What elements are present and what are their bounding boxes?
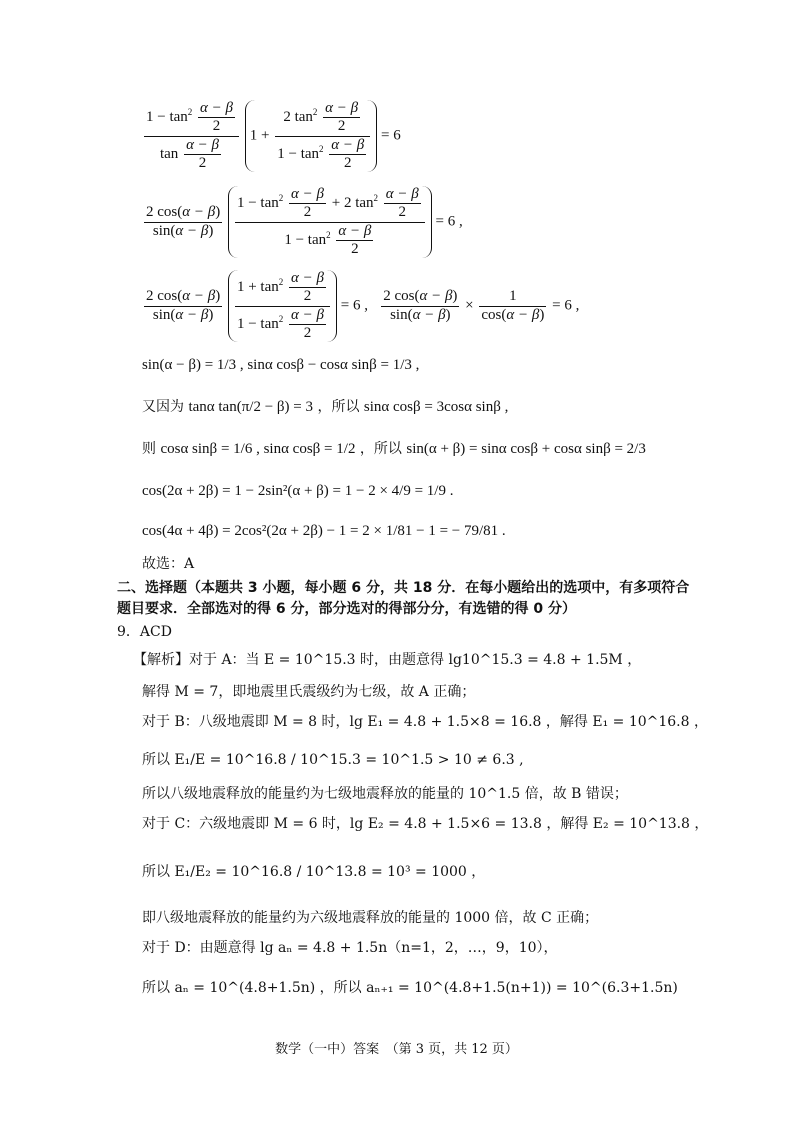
equation-line-6-math: cosα sinβ = 1/6 , sinα cosβ = 1/2 bbox=[160, 441, 356, 457]
equation-line-4: sin(α − β) = 1/3 , sinα cosβ − cosα sinβ = 1/3 , bbox=[142, 357, 420, 373]
equation-line-5-math2: sinα cosβ = 3cosα sinβ , bbox=[363, 399, 509, 415]
equation-line-2: $\frac{2 \cos(\alpha - \beta)}{\sin(\alpha - \beta)}$ $1 - \tan^2$ $\frac{\alpha - \beta}{2}$ + 2 $\tan^2$ $\frac{\alpha - \beta}{2}$ $1 - \tan^2$ $\frac{\alpha - \beta}{2}$ = 6 , bbox=[146, 186, 463, 257]
equation-line-6-mid: ，所以 bbox=[359, 441, 402, 457]
equation-line-6-prefix: 则 bbox=[142, 441, 156, 457]
equation-line-5-prefix: 又因为 bbox=[142, 399, 184, 415]
q9-paragraph-4: 所以 E₁/E = 10^16.8 / 10^15.3 = 10^1.5 > 10 ≠ 6.3 , bbox=[142, 752, 524, 768]
q9-paragraph-9: 对于 D：由题意得 lg aₙ = 4.8 + 1.5n（n=1，2，…，9，10）， bbox=[142, 940, 558, 956]
q9-paragraph-2: 解得 M = 7，即地震里氏震级约为七级，故 A 正确； bbox=[142, 684, 476, 700]
equation-line-6 bbox=[142, 440, 646, 458]
equation-line-8: cos(4α + 4β) = 2cos²(2α + 2β) − 1 = 2 × 1/81 − 1 = − 79/81 . bbox=[142, 523, 506, 539]
equation-line-3: $\frac{2 \cos(\alpha - \beta)}{\sin(\alpha - \beta)}$ $1 + \tan^2$ $\frac{\alpha - \beta}{2}$ $1 - \tan^2$ $\frac{\alpha - \beta}{2}$ = 6 , $\frac{2 \cos(\alpha - \beta)}{\sin(\alpha - \beta)}$ × $\frac{1}{\cos(\alpha - \beta)}$ = 6 , bbox=[146, 270, 580, 341]
q9-paragraph-8: 即八级地震释放的能量约为六级地震释放的能量的 1000 倍，故 C 正确； bbox=[142, 910, 599, 926]
equation-line-5 bbox=[142, 398, 508, 416]
equation-line-1: $1 - \tan^2$ $\frac{\alpha - \beta}{2}$ tan $\frac{\alpha - \beta}{2}$ 1 + 2 $\tan^2$ $\frac{\alpha - \beta}{2}$ $1 - \tan^2$ $\frac{\alpha - \beta}{2}$ = 6 bbox=[146, 100, 401, 171]
question-9-number: 9．ACD bbox=[117, 624, 172, 640]
page-footer: 数学（一中）答案 （第 3 页，共 12 页） bbox=[275, 1042, 518, 1057]
equation-line-5-math: tanα tan(π/2 − β) = 3 bbox=[188, 399, 313, 415]
equation-line-3-tail: = 6 , bbox=[340, 297, 368, 314]
q9-paragraph-5: 所以八级地震释放的能量约为七级地震释放的能量的 10^1.5 倍，故 B 错误； bbox=[142, 786, 628, 802]
section-heading-line-1: 二、选择题（本题共 3 小题，每小题 6 分，共 18 分．在每小题给出的选项中，有多项符合 bbox=[117, 580, 690, 596]
q9-paragraph-10: 所以 aₙ = 10^(4.8+1.5n) ，所以 aₙ₊₁ = 10^(4.8+1.5(n+1)) = 10^(6.3+1.5n) bbox=[142, 980, 678, 996]
equation-line-7: cos(2α + 2β) = 1 − 2sin²(α + β) = 1 − 2 × 4/9 = 1/9 . bbox=[142, 483, 454, 499]
equation-line-2-tail: = 6 , bbox=[435, 213, 463, 230]
section-heading-line-2: 题目要求．全部选对的得 6 分，部分选对的得部分分，有选错的得 0 分） bbox=[117, 601, 576, 617]
equation-line-1-tail: = 6 bbox=[381, 127, 401, 144]
q9-paragraph-1: 【解析】对于 A：当 E = 10^15.3 时，由题意得 lg10^15.3 = 4.8 + 1.5M ， bbox=[133, 652, 642, 668]
equation-line-5-mid: ，所以 bbox=[317, 399, 360, 415]
equation-line-6-math2: sin(α + β) = sinα cosβ + cosα sinβ = 2/3 bbox=[406, 441, 646, 457]
answer-line: 故选：A bbox=[142, 556, 195, 572]
q9-paragraph-6: 对于 C：六级地震即 M = 6 时，lg E₂ = 4.8 + 1.5×6 = 13.8 ，解得 E₂ = 10^13.8 ， bbox=[142, 816, 709, 832]
q9-paragraph-3: 对于 B：八级地震即 M = 8 时，lg E₁ = 4.8 + 1.5×8 = 16.8 ，解得 E₁ = 10^16.8 ， bbox=[142, 714, 708, 730]
q9-paragraph-7: 所以 E₁/E₂ = 10^16.8 / 10^13.8 = 10³ = 1000 ， bbox=[142, 864, 486, 880]
